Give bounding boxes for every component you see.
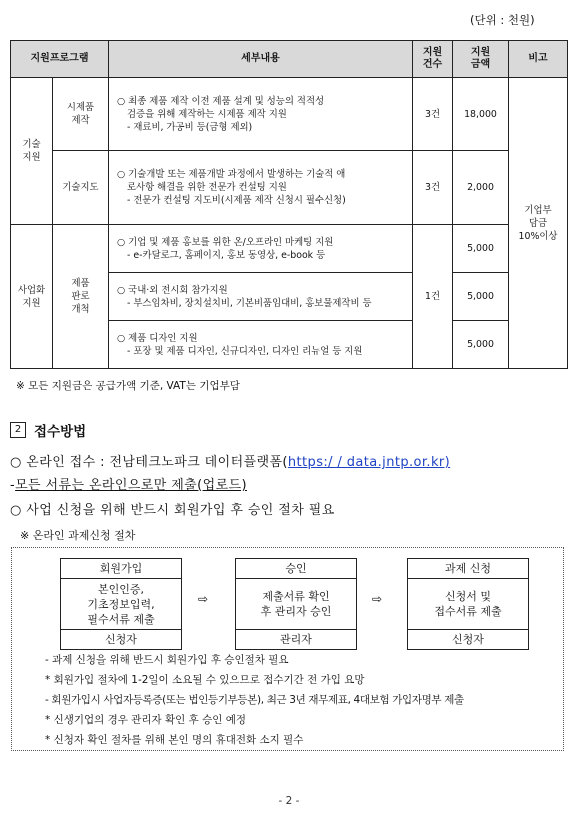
table-row [11,151,568,225]
header-detail: 세부내용 [109,41,413,78]
unit-label: (단위 : 천원) [470,13,535,27]
amount-exhibition: 5,000 [453,273,509,321]
step-body-line: 제출서류 확인 [262,590,330,603]
detail-line: ○ 제품 디자인 지원 [117,332,198,344]
section-number: 2 [10,422,26,438]
amount-prototype: 18,000 [453,78,509,151]
step-body [408,579,528,630]
detail-prototype [109,78,413,151]
header-program: 지원프로그램 [11,41,109,78]
program-prototype: 시제품 제작 [53,78,109,151]
process-note: * 신생기업의 경우 관리자 확인 후 승인 예정 [45,714,247,726]
arrow-icon: ⇨ [198,592,209,606]
process-notes [45,650,464,750]
remark-cost-share: 기업부 담금 10%이상 [509,78,568,369]
step-actor: 신청자 [452,633,484,646]
step-body-line: 신청서 및 [444,590,491,603]
header-amount: 지원 금액 [453,41,509,78]
detail-exhibition [109,273,413,321]
header-note: 비고 [509,41,568,78]
detail-line: ○ 최종 제품 제작 이전 제품 설계 및 성능의 적적성 [117,95,325,107]
arrow-icon: ⇨ [372,592,383,606]
support-program-table [10,40,568,369]
detail-line: ○ 국내·외 전시회 참가지원 [117,284,228,296]
table-header-row [11,41,568,78]
detail-line: 검증을 위해 제작하는 시제품 제작 지원 [127,108,287,120]
section-heading [10,420,86,440]
detail-marketing [109,225,413,273]
step-head: 승인 [236,559,356,579]
data-platform-link[interactable]: https:/ / data.jntp.or.kr) [287,455,451,470]
online-submission-text: ○ 온라인 접수 : 전남테크노파크 데이터플랫폼( [10,455,288,470]
step-actor: 관리자 [280,633,312,646]
count-biz: 1건 [413,225,453,369]
amount-guidance: 2,000 [453,151,509,225]
step-application [407,558,529,650]
process-note: * 회원가입 절차에 1-2일이 소요될 수 있으므로 접수기간 전 가입 요망 [45,674,365,686]
detail-design [109,321,413,369]
step-body-line: 본인인증, [97,582,144,596]
detail-line: - 전문가 컨설팅 지도비(시제품 제작 신청시 필수신청) [127,195,346,206]
program-guidance: 기술지도 [53,151,109,225]
online-submission-line [10,451,450,470]
footnote-vat: ※ 모든 지원금은 공급가액 기준, VAT는 기업부담 [16,380,240,392]
amount-design: 5,000 [453,321,509,369]
step-body [236,579,356,630]
step-body-line: 후 관리자 승인 [260,605,332,618]
count-prototype: 3건 [413,78,453,151]
table-row [11,78,568,151]
online-upload-line [10,474,247,493]
dash-marker: - [10,478,16,493]
detail-line: 로사항 해결을 위한 전문가 컨설팅 지원 [127,182,287,193]
detail-line: - 포장 및 제품 디자인, 신규디자인, 디자인 리뉴얼 등 지원 [127,345,363,357]
detail-line: ○ 기업 및 제품 홍보를 위한 온/오프라인 마케팅 지원 [117,236,334,248]
step-head: 과제 신청 [408,559,528,579]
detail-line: ○ 기술개발 또는 제품개발 과정에서 발생하는 기술적 애 [117,169,346,180]
header-count: 지원 건수 [413,41,453,78]
page-number: - 2 - [278,795,300,807]
step-signup [60,558,182,650]
section-title: 접수방법 [34,424,87,440]
application-process-box [11,547,564,751]
amount-marketing: 5,000 [453,225,509,273]
detail-line: - 재료비, 가공비 등(금형 제외) [127,121,253,133]
signup-requirement-line: ○ 사업 신청을 위해 반드시 회원가입 후 승인 절차 필요 [10,503,335,518]
group-biz-support: 사업화 지원 [11,225,53,369]
step-head: 회원가입 [61,559,181,579]
program-market-development: 제품 판로 개척 [53,225,109,369]
count-guidance: 3건 [413,151,453,225]
detail-line: - 부스임차비, 장치설치비, 기본비품임대비, 홍보물제작비 등 [127,297,372,309]
table-row [11,225,568,273]
detail-line: - e-카달로그, 홈페이지, 홍보 동영상, e-book 등 [127,249,326,261]
step-body-line: 필수서류 제출 [87,612,155,626]
detail-guidance [109,151,413,225]
step-body-line: 기초정보입력, [87,597,155,611]
step-approval [235,558,357,650]
process-note: - 과제 신청을 위해 반드시 회원가입 후 승인절차 필요 [45,654,289,666]
process-title: ※ 온라인 과제신청 절차 [20,529,136,542]
step-actor: 신청자 [105,633,137,646]
process-note: - 회원가입시 사업자등록증(또는 법인등기부등본), 최근 3년 재무제표, 4대보험 가입자명부 제출 [45,694,464,706]
upload-requirement-text: 모든 서류는 온라인으로만 제출(업로드) [15,478,247,493]
group-tech-support: 기술 지원 [11,78,53,225]
process-note: * 신청자 확인 절차를 위해 본인 명의 휴대전화 소지 필수 [45,734,304,746]
step-body-line: 접수서류 제출 [434,605,502,618]
step-body [61,579,181,630]
